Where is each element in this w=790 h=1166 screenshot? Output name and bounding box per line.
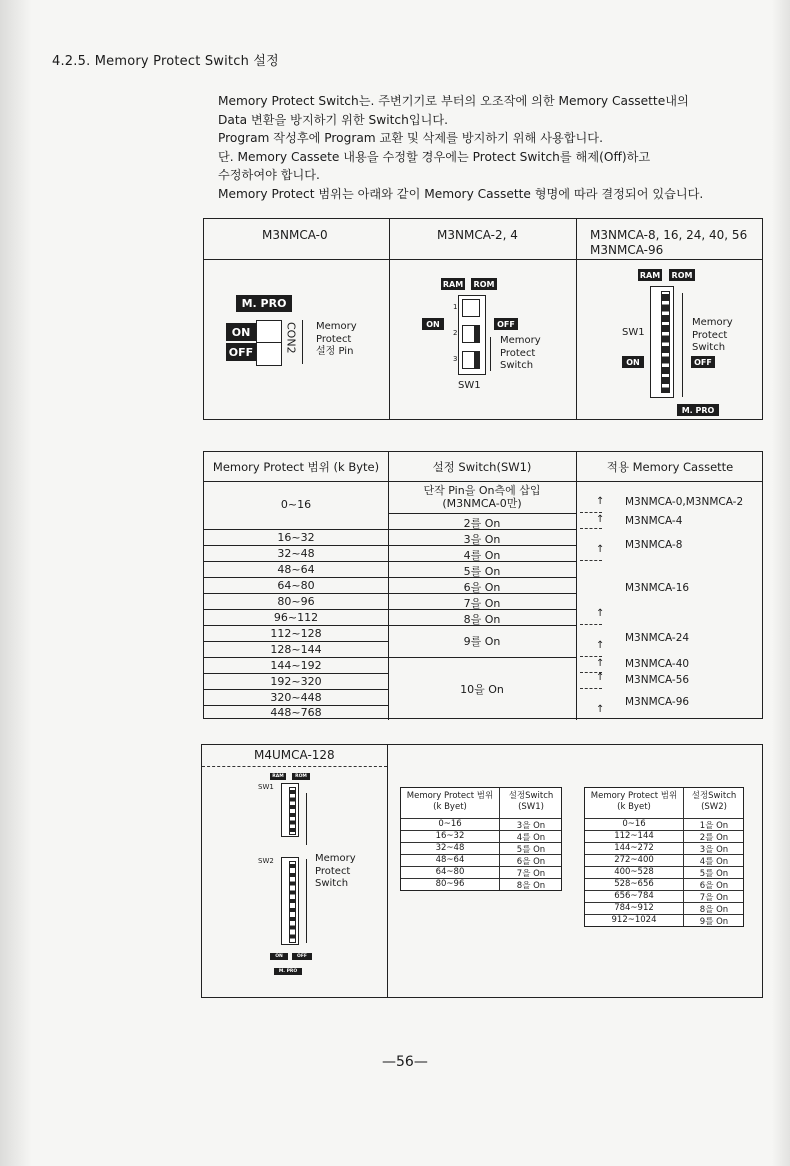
range-cell: 48~64 <box>277 563 315 576</box>
mini-header-range <box>401 791 499 813</box>
row-line <box>204 545 388 546</box>
header-line: Memory Protect 범위 <box>590 791 678 801</box>
range-cell: 112~128 <box>270 627 322 640</box>
label-line: Switch <box>692 342 726 353</box>
switch-cell: 5를 On <box>516 845 546 855</box>
row-line <box>204 673 388 674</box>
scan-edge-right <box>772 0 790 1166</box>
dip-slot <box>462 299 480 317</box>
dip-slot <box>462 351 480 369</box>
sw1-label: SW1 <box>622 327 645 338</box>
arrow-up-icon: ↑ <box>596 704 605 715</box>
header-line: Memory Protect 범위 <box>406 791 494 801</box>
mini-header-switch <box>683 791 745 813</box>
sw2-label: SW2 <box>258 857 274 865</box>
sw2-dip-switch <box>281 857 299 945</box>
row-line <box>204 657 388 658</box>
col-divider <box>389 219 390 419</box>
label-line: Protect <box>692 329 728 341</box>
switch-cell: 1을 On <box>699 821 729 831</box>
on-label: ON <box>622 356 644 368</box>
range-cell: 32~48 <box>435 843 465 853</box>
cassette-cell: M3NMCA-96 <box>625 696 690 708</box>
rom-label: ROM <box>292 773 310 780</box>
header-line: M3NMCA-96 <box>590 243 664 257</box>
switch-cell: 3을 On <box>463 533 501 546</box>
col-divider <box>576 452 577 720</box>
pin-divider <box>256 342 282 343</box>
range-cell: 0~16 <box>622 819 646 829</box>
switch-cell: 8을 On <box>463 613 501 626</box>
mpro-label: M. PRO <box>274 968 302 975</box>
sw1-range-table <box>400 787 562 891</box>
row-line <box>204 577 388 578</box>
switch-cell: 4를 On <box>699 857 729 867</box>
ram-label: RAM <box>270 773 286 780</box>
row-line <box>204 689 388 690</box>
bracket-line <box>302 320 303 364</box>
con2-pin-block <box>256 320 282 366</box>
label-line: Memory <box>315 853 356 864</box>
off-label: OFF <box>226 343 256 361</box>
dip-number: 1 <box>453 303 458 311</box>
label-line: Memory <box>500 335 541 346</box>
switch-cell <box>388 484 576 510</box>
memory-protect-switch-label <box>692 317 733 355</box>
cassette-cell: M3NMCA-8 <box>625 539 683 551</box>
dashed-divider <box>580 560 602 561</box>
range-cell: 656~784 <box>614 891 654 901</box>
sw1-dip-switch <box>281 783 299 837</box>
range-cell: 32~48 <box>277 547 315 560</box>
label-line: 설정 Pin <box>316 346 354 357</box>
cassette-cell: M3NMCA-40 <box>625 658 690 670</box>
on-label: ON <box>422 318 444 330</box>
bracket-line <box>306 793 307 845</box>
switch-cell: 7을 On <box>463 597 501 610</box>
intro-line: Memory Protect 범위는 아래와 같이 Memory Cassette 형명에 따라 결정되어 있습니다. <box>218 186 704 201</box>
ram-label: RAM <box>442 279 464 289</box>
row-line <box>204 593 388 594</box>
row-line <box>204 529 388 530</box>
scan-edge-left <box>0 0 32 1166</box>
memory-protect-range-table <box>203 451 763 719</box>
row-line <box>204 561 388 562</box>
cassette-cell: M3NMCA-24 <box>625 632 690 644</box>
switch-cell: 3을 On <box>699 845 729 855</box>
header-m3nmca-2-4: M3NMCA-2, 4 <box>437 228 518 242</box>
range-cell: 0~16 <box>438 819 462 829</box>
arrow-up-icon: ↑ <box>596 658 605 669</box>
range-cell: 400~528 <box>614 867 654 877</box>
label-line: Memory <box>316 321 357 332</box>
mini-header-switch <box>499 791 563 813</box>
row-line <box>388 513 576 514</box>
switch-cell: 8을 On <box>699 905 729 915</box>
switch-cell: 7을 On <box>516 869 546 879</box>
switch-cell: 6을 On <box>699 881 729 891</box>
dip-slots <box>289 861 296 943</box>
switch-cell: 6을 On <box>516 857 546 867</box>
dip-slots <box>661 291 670 393</box>
sw1-label: SW1 <box>258 783 274 791</box>
switch-cell: 7을 On <box>699 893 729 903</box>
sw1-dip-switch <box>650 286 674 398</box>
switch-cell: 8을 On <box>516 881 546 891</box>
memory-protect-switch-label <box>315 853 356 891</box>
range-cell: 144~272 <box>614 843 654 853</box>
switch-cell: 4를 On <box>463 549 501 562</box>
header-line: (SW2) <box>701 802 727 812</box>
switch-cell: 2를 On <box>463 517 501 530</box>
intro-line: Data 변환을 방지하기 위한 Switch입니다. <box>218 112 449 127</box>
intro-line: Program 작성후에 Program 교환 및 삭제를 방지하기 위해 사용합니다. <box>218 131 603 146</box>
row-line <box>204 625 388 626</box>
dip-slot <box>462 325 480 343</box>
range-cell: 272~400 <box>614 855 654 865</box>
off-label: OFF <box>494 318 518 330</box>
dashed-divider <box>580 656 602 657</box>
dip-number: 2 <box>453 329 458 337</box>
cassette-cell: M3NMCA-56 <box>625 674 690 686</box>
dashed-divider <box>580 512 602 513</box>
header-line: 설정Switch <box>508 791 554 801</box>
header-m3nmca-0: M3NMCA-0 <box>262 228 328 242</box>
rom-label: ROM <box>669 269 695 281</box>
section-title: 4.2.5. Memory Protect Switch 설정 <box>52 54 279 69</box>
header-line: (k Byet) <box>617 802 651 812</box>
label-line: Protect <box>315 865 351 877</box>
cassette-cell: M3NMCA-0,M3NMCA-2 <box>625 496 744 508</box>
label-line: Protect <box>500 347 536 359</box>
header-m3nmca-8-56 <box>590 228 747 258</box>
arrow-up-icon: ↑ <box>596 640 605 651</box>
arrow-up-icon: ↑ <box>596 608 605 619</box>
row-line <box>204 609 388 610</box>
switch-cell: 5를 On <box>463 565 501 578</box>
switch-cell: 4를 On <box>516 833 546 843</box>
range-cell: 912~1024 <box>611 915 657 925</box>
header-switch: 설정 Switch(SW1) <box>432 460 532 474</box>
intro-line: 수정하여야 합니다. <box>218 168 320 183</box>
header-divider <box>204 259 762 260</box>
col-divider <box>387 745 388 997</box>
m4umca-title: M4UMCA-128 <box>254 748 335 762</box>
switch-cell: 5를 On <box>699 869 729 879</box>
mini-header-range <box>585 791 683 813</box>
range-cell: 64~80 <box>435 867 465 877</box>
header-divider <box>204 481 762 482</box>
page-number: —56— <box>382 1054 428 1070</box>
range-cell: 192~320 <box>270 675 322 688</box>
dashed-divider <box>580 624 602 625</box>
arrow-up-icon: ↑ <box>596 514 605 525</box>
bracket-line <box>306 859 307 943</box>
ram-label: RAM <box>639 270 661 280</box>
range-cell: 0~16 <box>280 498 312 511</box>
on-label: ON <box>226 323 256 341</box>
range-cell: 320~448 <box>270 691 322 704</box>
intro-text <box>218 92 758 204</box>
mpro-label: M. PRO <box>677 404 719 416</box>
header-range: Memory Protect 범위 (k Byte) <box>212 460 380 474</box>
range-cell: 96~112 <box>273 611 319 624</box>
header-line: (k Byet) <box>433 802 467 812</box>
memory-protect-switch-label <box>500 335 541 373</box>
label-line: Memory <box>692 317 733 328</box>
label-line: Switch <box>315 878 349 889</box>
switch-cell: 6을 On <box>463 581 501 594</box>
row-line <box>388 657 576 658</box>
header-line: (SW1) <box>518 802 544 812</box>
dip-number: 3 <box>453 355 458 363</box>
switch-cell: 3을 On <box>516 821 546 831</box>
bracket-line <box>490 337 491 371</box>
sw2-range-table <box>584 787 744 927</box>
arrow-up-icon: ↑ <box>596 544 605 555</box>
dashed-divider <box>580 688 602 689</box>
switch-line: 단작 Pin을 On측에 삽입 <box>423 484 541 497</box>
dip-slots <box>289 787 296 835</box>
range-cell: 144~192 <box>270 659 322 672</box>
header-divider <box>202 766 387 767</box>
intro-line: Memory Protect Switch는. 주변기기로 부터의 오조작에 의한 Memory Cassette내의 <box>218 94 689 108</box>
off-label: OFF <box>292 953 312 960</box>
off-label: OFF <box>691 356 715 368</box>
on-label: ON <box>270 953 288 960</box>
switch-cell: 2를 On <box>699 833 729 843</box>
range-cell: 64~80 <box>277 579 315 592</box>
header-cassette: 적용 Memory Cassette <box>606 460 734 474</box>
range-cell: 528~656 <box>614 879 654 889</box>
m4umca-128-table <box>201 744 763 998</box>
mpro-label: M. PRO <box>236 295 292 312</box>
rom-label: ROM <box>471 278 497 290</box>
switch-cell: 9를 On <box>463 635 501 648</box>
con2-label: CON2 <box>284 322 298 354</box>
range-cell: 128~144 <box>270 643 322 656</box>
range-cell: 80~96 <box>435 879 465 889</box>
bracket-line <box>682 293 683 397</box>
col-divider <box>576 219 577 419</box>
dashed-divider <box>580 528 602 529</box>
arrow-up-icon: ↑ <box>596 496 605 507</box>
switch-cell: 10을 On <box>460 683 504 696</box>
cassette-cell: M3NMCA-4 <box>625 515 683 527</box>
label-line: Switch <box>500 360 534 371</box>
intro-line: 단. Memory Cassete 내용을 수정할 경우에는 Protect Switch를 해제(Off)하고 <box>218 149 651 164</box>
row-line <box>204 641 388 642</box>
range-cell: 48~64 <box>435 855 465 865</box>
switch-line: (M3NMCA-0만) <box>442 497 522 510</box>
range-cell: 80~96 <box>277 595 315 608</box>
header-line: M3NMCA-8, 16, 24, 40, 56 <box>590 228 748 242</box>
range-cell: 16~32 <box>435 831 465 841</box>
range-cell: 448~768 <box>270 706 322 719</box>
label-line: Protect <box>316 333 352 345</box>
memory-protect-pin-label <box>316 321 357 359</box>
cassette-cell: M3NMCA-16 <box>625 582 690 594</box>
range-cell: 784~912 <box>614 903 654 913</box>
range-cell: 112~144 <box>614 831 654 841</box>
arrow-up-icon: ↑ <box>596 672 605 683</box>
sw1-label: SW1 <box>458 380 481 391</box>
cassette-diagram-table <box>203 218 763 420</box>
header-line: 설정Switch <box>691 791 737 801</box>
switch-cell: 9를 On <box>699 917 729 927</box>
range-cell: 16~32 <box>277 531 315 544</box>
